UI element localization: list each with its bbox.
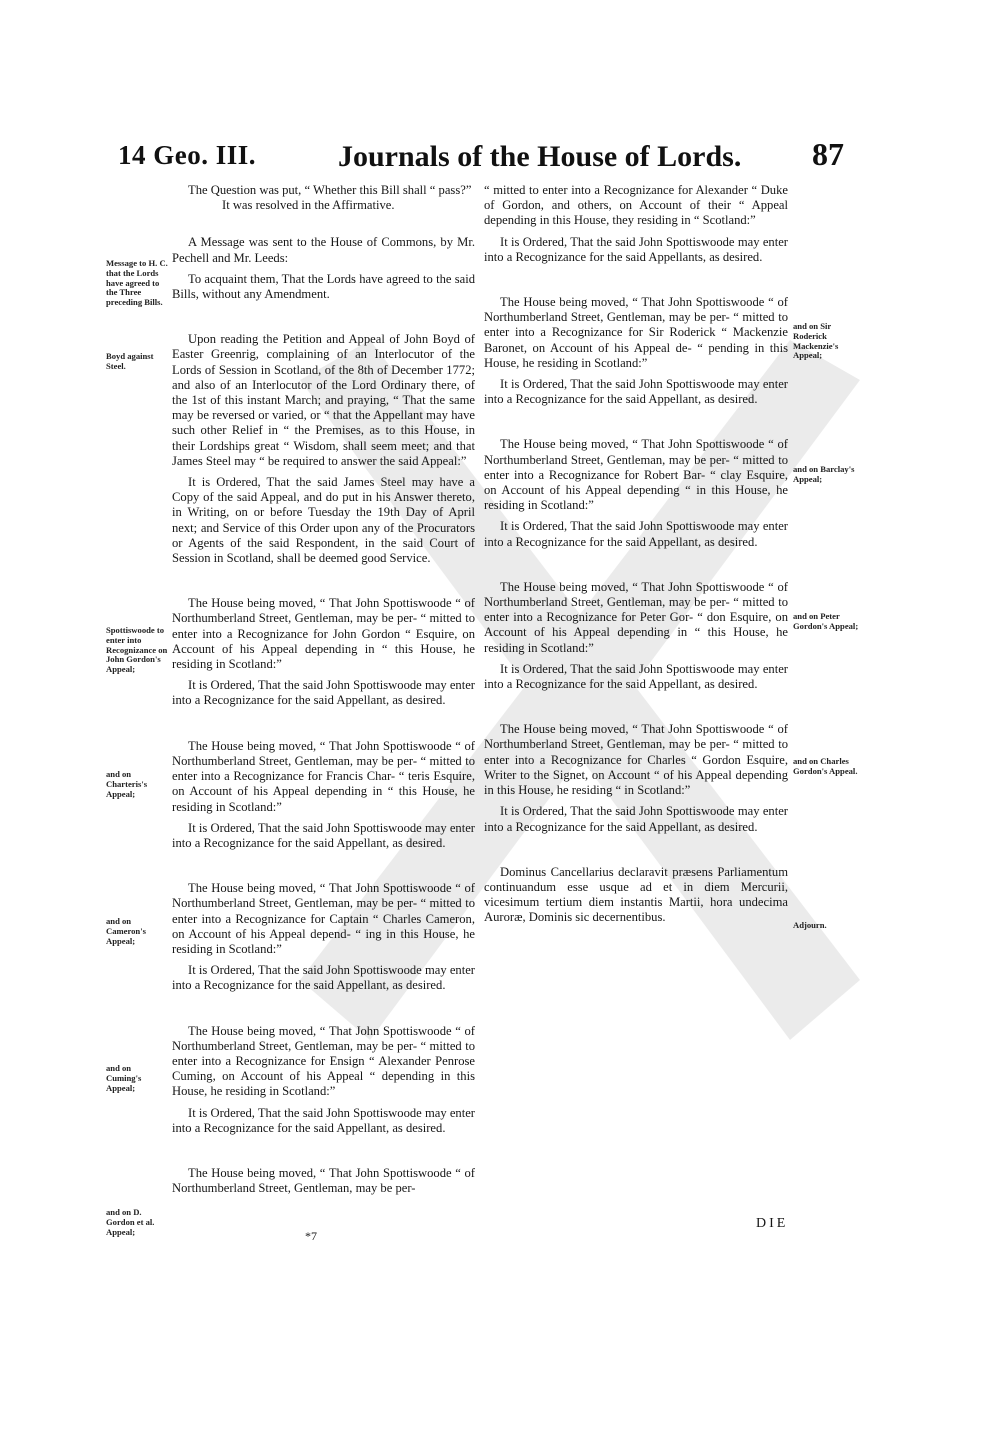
margin-note: Boyd against Steel. bbox=[106, 351, 154, 371]
paragraph: It is Ordered, That the said John Spottiswoode may enter into a Recognizance for the said Appellant, as desired. bbox=[172, 963, 475, 993]
paragraph: To acquaint them, That the Lords have agreed to the said Bills, without any Amendment. bbox=[172, 271, 475, 302]
paragraph: The House being moved, “ That John Spottiswoode “ of Northumberland Street, Gentleman, may be per- “ mitted to enter into a Recognizance for Robert Bar- “ clay Esquire, on Account of his Appeal depending “ in this House, he residing in Scotland:” bbox=[484, 437, 788, 513]
paragraph: A Message was sent to the House of Commons, by Mr. Pechell and Mr. Leeds: bbox=[172, 235, 475, 265]
page-number: 87 bbox=[812, 136, 844, 172]
paragraph: The House being moved, “ That John Spottiswoode “ of Northumberland Street, Gentleman, may be per- “ mitted to enter into a Recognizance for Ensign “ Alexander Penrose Cuming, on Account of his Appeal “ depending in this House, he residing in Scotland:” bbox=[172, 1023, 475, 1099]
right-column bbox=[484, 183, 788, 926]
paragraph: The House being moved, “ That John Spottiswoode “ of Northumberland Street, Gentleman, may be per- “ mitted to enter into a Recognizance for Sir Roderick “ Mackenzie Baronet, on Account of his Appeal de- “ pending in this House, he residing in Scotland:” bbox=[484, 295, 788, 370]
paragraph: The House being moved, “ That John Spottiswoode “ of Northumberland Street, Gentleman, may be per- “ mitted to enter into a Recognizance for Charles “ Gordon Esquire, Writer to the Signet, on Account “ of his Appeal depending in this House, he residing “ in Scotland:” bbox=[484, 722, 788, 798]
paragraph: It is Ordered, That the said John Spottiswoode may enter into a Recognizance for the said Appellant, as desired. bbox=[172, 1105, 475, 1135]
margin-note: and on Cameron's Appeal; bbox=[106, 916, 146, 946]
running-head-title: Journals of the House of Lords. bbox=[338, 140, 742, 173]
running-head-regnal-year: 14 Geo. III. bbox=[118, 140, 257, 170]
signature-mark: *7 bbox=[305, 1229, 317, 1243]
paragraph: The House being moved, “ That John Spottiswoode “ of Northumberland Street, Gentleman, may be per- “ mitted to enter into a Recognizance for Peter Gor- “ don Esquire, on Account of his Appeal depending in “ this House, he residing in Scotland:” bbox=[484, 579, 788, 655]
paragraph: It is Ordered, That the said John Spottiswoode may enter into a Recognizance for the said Appellants, as desired. bbox=[484, 234, 788, 264]
paragraph: It is Ordered, That the said John Spottiswoode may enter into a Recognizance for the said Appellant, as desired. bbox=[484, 519, 788, 549]
paragraph: It is Ordered, That the said John Spottiswoode may enter into a Recognizance for the said Appellant, as desired. bbox=[484, 804, 788, 834]
paragraph: It is Ordered, That the said John Spottiswoode may enter into a Recognizance for the said Appellant, as desired. bbox=[172, 678, 475, 708]
margin-note: and on D. Gordon et al. Appeal; bbox=[106, 1207, 155, 1237]
paragraph: The House being moved, “ That John Spottiswoode “ of Northumberland Street, Gentleman, may be per- “ mitted to enter into a Recognizance for Francis Char- “ teris Esquire, on Account of his Appeal depending in “ this House, he residing in Scotland:” bbox=[172, 738, 475, 814]
paragraph: “ mitted to enter into a Recognizance for Alexander “ Duke of Gordon, and others, on Account of their “ Appeal depending in this House, they residing in “ Scotland:” bbox=[484, 183, 788, 228]
margin-note: Spottiswoode to enter into Recognizance on John Gordon's Appeal; bbox=[106, 625, 168, 675]
margin-note: and on Charles Gordon's Appeal. bbox=[793, 756, 858, 776]
paragraph: Upon reading the Petition and Appeal of John Boyd of Easter Greenrig, complaining of an Interlocutor of the Lords of Session in Scotland, of the 8th of December 1772; and also of an Interlocutor of the Lord Ordinary there, of the 1st of this instant March; and praying, “ That the same may be reversed or varied, or “ that the Appellant may have such other Relief in “ the Premises, as to this House, in their Lordships great “ Wisdom, shall seem meet; and that James Steel may “ be required to answer the said Appeal:” bbox=[172, 332, 475, 468]
margin-note: and on Peter Gordon's Appeal; bbox=[793, 611, 859, 631]
paragraph: It was resolved in the Affirmative. bbox=[222, 198, 395, 213]
paragraph: The House being moved, “ That John Spottiswoode “ of Northumberland Street, Gentleman, may be per- bbox=[172, 1165, 475, 1196]
paragraph: The House being moved, “ That John Spottiswoode “ of Northumberland Street, Gentleman, may be per- “ mitted to enter into a Recognizance for John Gordon “ Esquire, on Account of his Appeal depending in “ this House, he residing in Scotland:” bbox=[172, 596, 475, 672]
margin-note: and on Charteris's Appeal; bbox=[106, 769, 148, 799]
margin-note: and on Sir Roderick Mackenzie's Appeal; bbox=[793, 321, 839, 361]
catchword: DIE bbox=[756, 1216, 789, 1231]
paragraph: The House being moved, “ That John Spottiswoode “ of Northumberland Street, Gentleman, may be per- “ mitted to enter into a Recognizance for Captain “ Charles Cameron, on Account of his Appeal depend- “ ing in this House, he residing in Scotland:” bbox=[172, 881, 475, 956]
margin-note: and on Cuming's Appeal; bbox=[106, 1063, 142, 1093]
margin-note: Message to H. C. that the Lords have agreed to the Three preceding Bills. bbox=[106, 258, 168, 308]
paragraph: It is Ordered, That the said James Steel may have a Copy of the said Appeal, and do put in his Answer thereto, in Writing, on or before Tuesday the 19th Day of April next; and Service of this Order upon any of the Procurators or Agents of the said Respondent, in the said Court of Session in Scotland, shall be deemed good Service. bbox=[172, 475, 475, 566]
paragraph: It is Ordered, That the said John Spottiswoode may enter into a Recognizance for the said Appellant, as desired. bbox=[484, 377, 788, 407]
paragraph: It is Ordered, That the said John Spottiswoode may enter into a Recognizance for the said Appellant, as desired. bbox=[172, 820, 475, 850]
left-column bbox=[172, 183, 475, 1196]
paragraph: It is Ordered, That the said John Spottiswoode may enter into a Recognizance for the said Appellant, as desired. bbox=[484, 661, 788, 692]
margin-note: and on Barclay's Appeal; bbox=[793, 464, 855, 484]
paragraph: Dominus Cancellarius declaravit præsens Parliamentum continuandum esse usque ad et in diem Mercurii, vicesimum tertium diem instantis Martii, hora undecima Auroræ, Dominis sic decernentibus. bbox=[484, 864, 788, 925]
paragraph: The Question was put, “ Whether this Bill shall “ pass?” bbox=[188, 183, 472, 197]
margin-note: Adjourn. bbox=[793, 920, 827, 930]
